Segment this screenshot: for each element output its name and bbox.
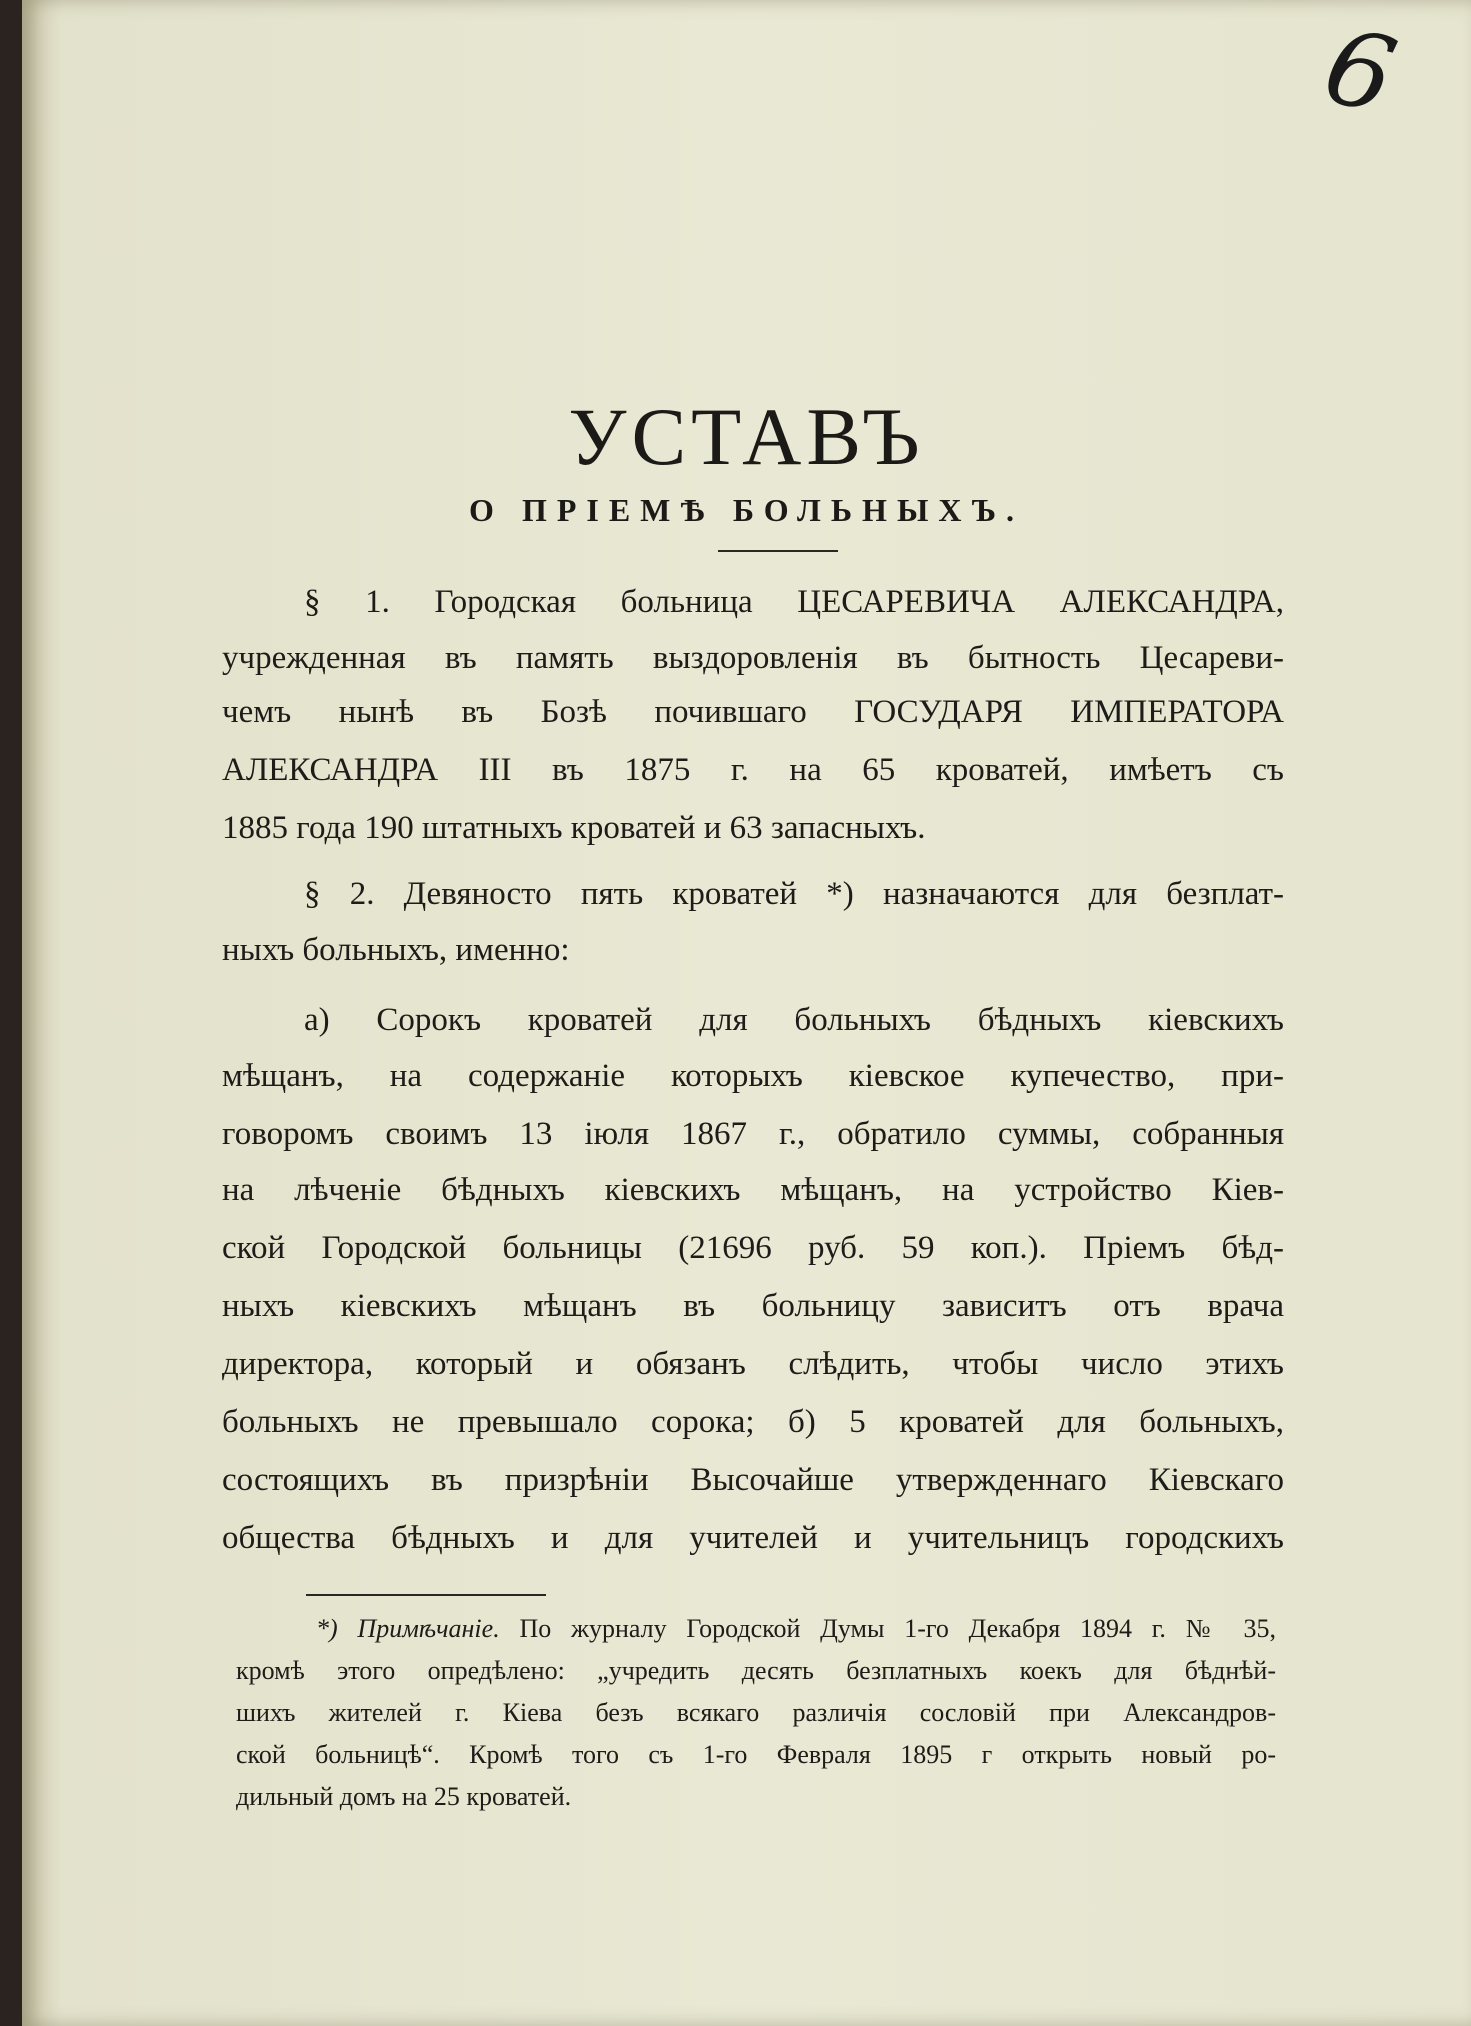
section-2-line-1: § 2. Девяносто пять кроватей *) назначаются для безплат- [304, 876, 1284, 912]
section-2a-line-1: а) Сорокъ кроватей для больныхъ бѣдныхъ кіевскихъ [304, 1002, 1284, 1038]
handwritten-page-number: 6 [1313, 3, 1407, 139]
title-divider [718, 550, 838, 552]
section-2a-line-3: говоромъ своимъ 13 іюля 1867 г., обратило суммы, собранныя [222, 1116, 1284, 1152]
document-page [22, 0, 1471, 2026]
section-2a-line-9: состоящихъ въ призрѣніи Высочайше утвержденнаго Кіевскаго [222, 1462, 1284, 1498]
section-2a-line-6: ныхъ кіевскихъ мѣщанъ въ больницу зависитъ отъ врача [222, 1288, 1284, 1324]
footnote-line-2: кромѣ этого опредѣлено: „учредить десять безплатныхъ коекъ для бѣднѣй- [236, 1656, 1276, 1685]
section-1-line-3: чемъ нынѣ въ Бозѣ почившаго ГОСУДАРЯ ИМПЕРАТОРА [222, 694, 1284, 730]
footnote-divider [306, 1594, 546, 1596]
footnote-lead: *) Примѣчаніе. [316, 1614, 500, 1643]
section-1-line-2: учрежденная въ память выздоровленія въ бытность Цесареви- [222, 640, 1284, 676]
section-1-line-1: § 1. Городская больница ЦЕСАРЕВИЧА АЛЕКСАНДРА, [304, 584, 1284, 620]
section-2a-line-4: на лѣченіе бѣдныхъ кіевскихъ мѣщанъ, на устройство Кіев- [222, 1172, 1284, 1208]
footnote-line-5: дильный домъ на 25 кроватей. [236, 1782, 572, 1811]
section-2a-line-2: мѣщанъ, на содержаніе которыхъ кіевское купечество, при- [222, 1058, 1284, 1094]
section-2a-line-8: больныхъ не превышало сорока; б) 5 кроватей для больныхъ, [222, 1404, 1284, 1440]
footnote-line-4: ской больницѣ“. Кромѣ того съ 1-го Февраля 1895 г открыть новый ро- [236, 1740, 1276, 1769]
section-1-line-4: АЛЕКСАНДРА III въ 1875 г. на 65 кроватей, имѣетъ съ [222, 752, 1284, 788]
document-title: УСТАВЪ [568, 391, 925, 482]
footnote-line-1-text: По журналу Городской Думы 1-го Декабря 1894 г. № 35, [519, 1614, 1277, 1643]
section-2a-line-5: ской Городской больницы (21696 руб. 59 коп.). Пріемъ бѣд- [222, 1230, 1284, 1266]
footnote-line-1 [236, 1614, 1276, 1644]
section-2-line-2: ныхъ больныхъ, именно: [222, 932, 570, 968]
section-1-line-5: 1885 года 190 штатныхъ кроватей и 63 запасныхъ. [222, 810, 926, 846]
footnote-line-3: шихъ жителей г. Кіева безъ всякаго различія сословій при Александров- [236, 1698, 1276, 1727]
section-2a-line-7: директора, который и обязанъ слѣдить, чтобы число этихъ [222, 1346, 1284, 1382]
document-subtitle: О ПРІЕМѢ БОЛЬНЫХЪ. [469, 492, 1024, 528]
section-2a-line-10: общества бѣдныхъ и для учителей и учительницъ городскихъ [222, 1520, 1284, 1556]
